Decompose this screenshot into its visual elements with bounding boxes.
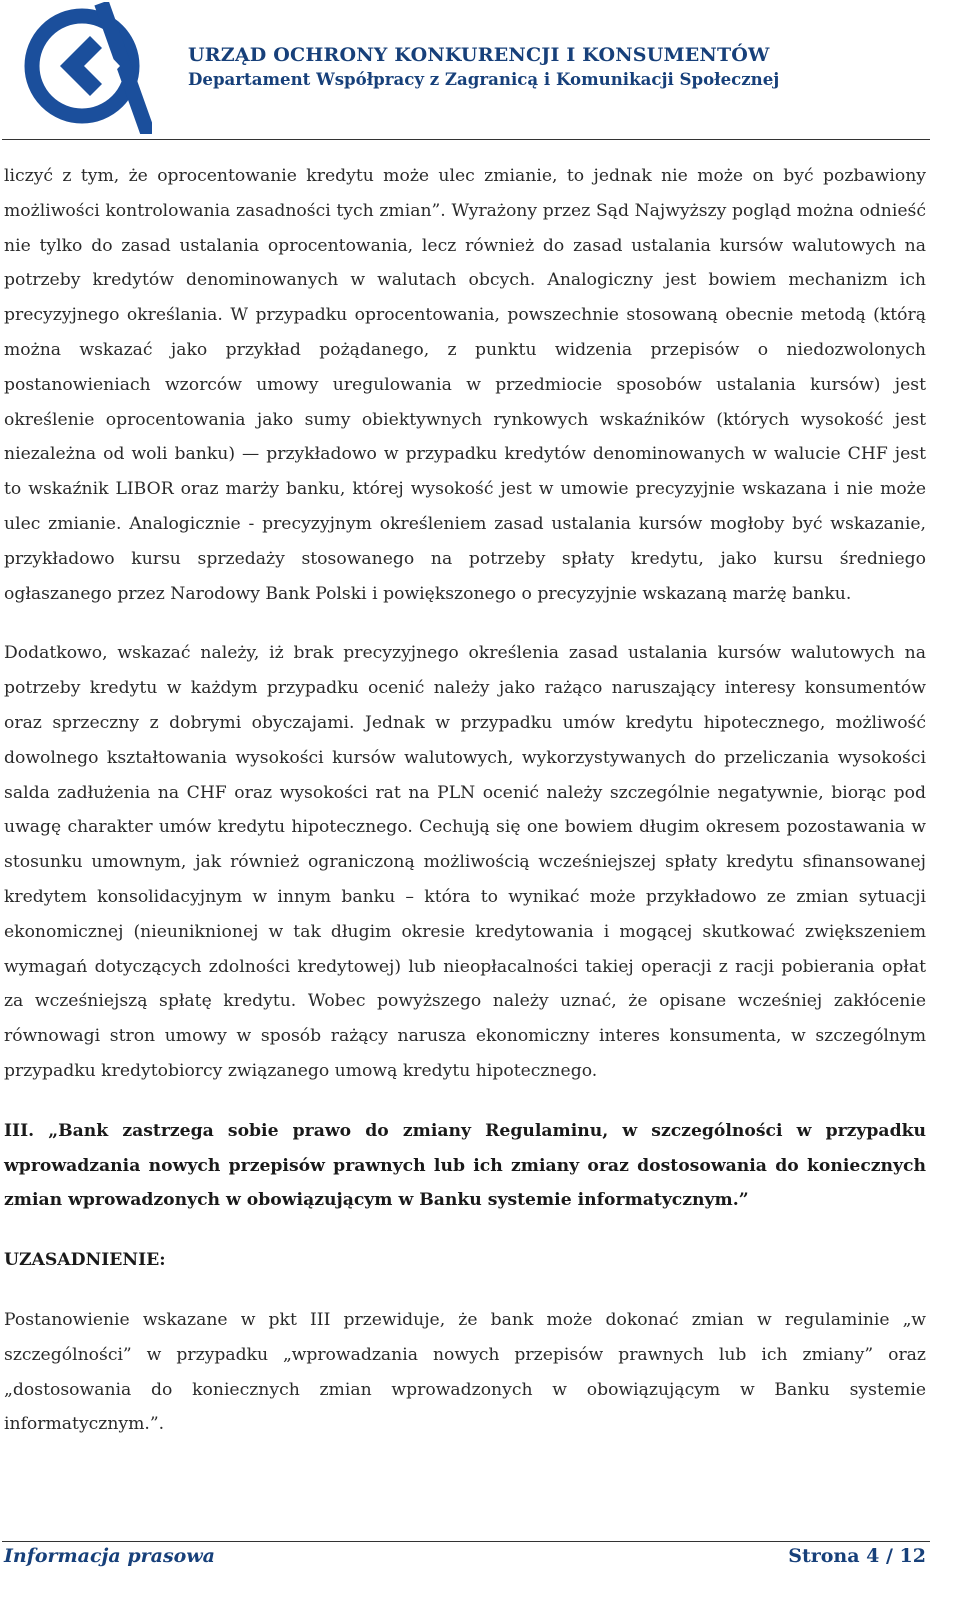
department-name: Departament Współpracy z Zagranicą i Komunikacji Społecznej: [188, 69, 780, 89]
page-number: Strona 4 / 12: [788, 1545, 926, 1567]
clause-iii: III. „Bank zastrzega sobie prawo do zmiany Regulaminu, w szczególności w przypadku wprowadzania nowych przepisów prawnych lub ich zmiany oraz dostosowania do koniecznych zmian wprowadzonych w obowiązującym w Banku systemie informatycznym.”: [4, 1120, 926, 1211]
organization-name: URZĄD OCHRONY KONKURENCJI I KONSUMENTÓW: [188, 44, 770, 66]
header-divider: [2, 139, 930, 140]
page-header: [0, 0, 960, 140]
paragraph-3: Postanowienie wskazane w pkt III przewiduje, że bank może dokonać zmian w regulaminie „w szczególności” w przypadku „wprowadzania nowych przepisów prawnych lub ich zmiany” oraz „dostosowania do koniecznych zmian wprowadzonych w obowiązującym w Banku systemie informatycznym.”.: [4, 1309, 926, 1435]
paragraph-1: liczyć z tym, że oprocentowanie kredytu może ulec zmianie, to jednak nie może on być pozbawiony możliwości kontrolowania zasadności tych zmian”. Wyrażony przez Sąd Najwyższy pogląd można odnieść nie tylko do zasad ustalania oprocentowania, lecz również do zasad ustalania kursów walutowych na potrzeby kredytów denominowanych w walutach obcych. Analogiczny jest bowiem mechanizm ich precyzyjnego określania. W przypadku oprocentowania, powszechnie stosowaną obecnie metodą (którą można wskazać jako przykład pożądanego, z punktu widzenia przepisów o niedozwolonych postanowieniach wzorców umowy uregulowania w przedmiocie sposobów ustalania kursów) jest określenie oprocentowania jako sumy obiektywnych rynkowych wskaźników (których wysokość jest niezależna od woli banku) — przykładowo w przypadku kredytów denominowanych w walucie CHF jest to wskaźnik LIBOR oraz marży banku, której wysokość jest w umowie precyzyjnie wskazana i nie może ulec zmianie. Analogicznie - precyzyjnym określeniem zasad ustalania kursów mogłoby być wskazanie, przykładowo kursu sprzedaży stosowanego na potrzeby spłaty kredytu, jako kursu średniego ogłaszanego przez Narodowy Bank Polski i powiększonego o precyzyjnie wskazaną marżę banku.: [4, 166, 926, 604]
justification-heading: UZASADNIENIE:: [4, 1250, 166, 1271]
paragraph-2: Dodatkowo, wskazać należy, iż brak precyzyjnego określenia zasad ustalania kursów walutowych na potrzeby kredytu w każdym przypadku ocenić należy jako rażąco naruszający interesy konsumentów oraz sprzeczny z dobrymi obyczajami. Jednak w przypadku umów kredytu hipotecznego, możliwość dowolnego kształtowania wysokości kursów walutowych, wykorzystywanych do przeliczania wysokości salda zadłużenia na CHF oraz wysokości rat na PLN ocenić należy szczególnie negatywnie, biorąc pod uwagę charakter umów kredytu hipotecznego. Cechują się one bowiem długim okresem pozostawania w stosunku umownym, jak również ograniczoną możliwością wcześniejszej spłaty kredytu sfinansowanej kredytem konsolidacyjnym w innym banku – która to wynikać może przykładowo ze zmian sytuacji ekonomicznej (nieuniknionej w tak długim okresie kredytowania i mogącej skutkować zwiększeniem wymagań dotyczących zdolności kredytowej) lub nieopłacalności takiej operacji z racji pobierania opłat za wcześniejszą spłatę kredytu. Wobec powyższego należy uznać, że opisane wcześniej zakłócenie równowagi stron umowy w sposób rażący narusza ekonomiczny interes konsumenta, w szczególnym przypadku kredytobiorcy związanego umową kredytu hipotecznego.: [4, 643, 926, 1081]
footer-label: Informacja prasowa: [4, 1545, 215, 1567]
document-body: [4, 159, 926, 1442]
footer-divider: [2, 1541, 930, 1542]
uokik-logo-icon: [20, 2, 152, 134]
